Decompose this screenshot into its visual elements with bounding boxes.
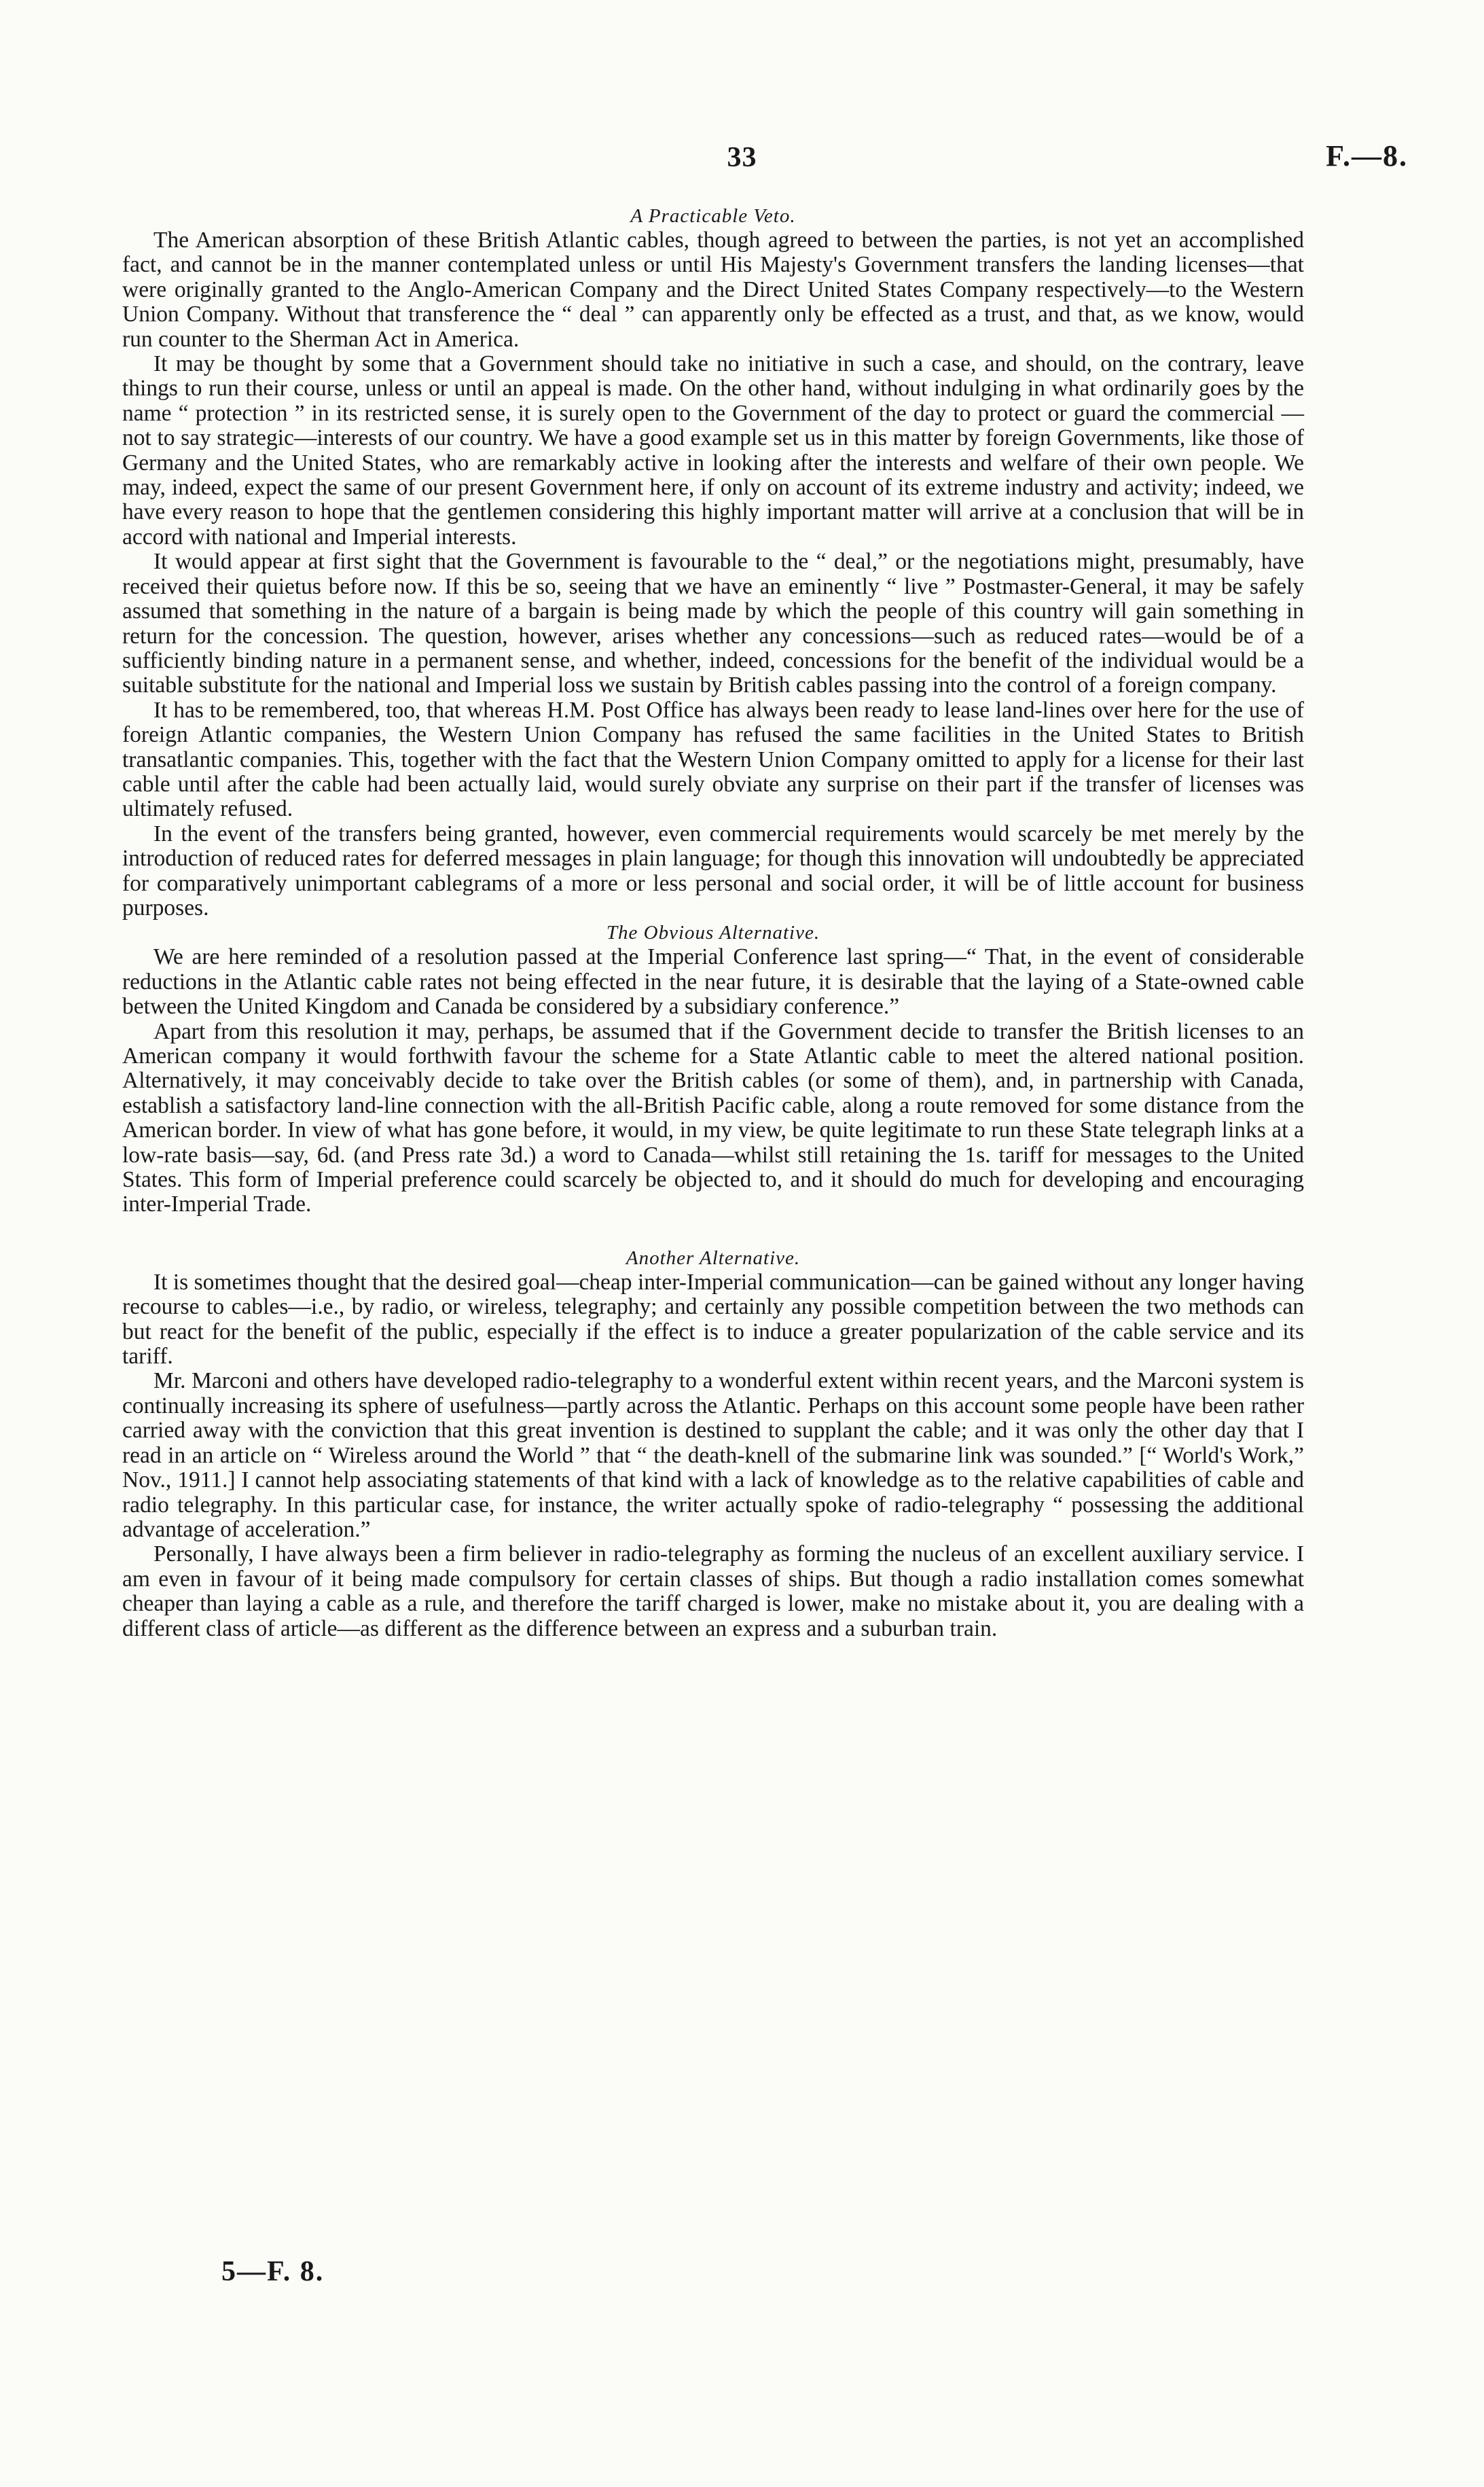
paragraph: It is sometimes thought that the desired goal—cheap inter-Imperial communication—can be gained without any longer having recourse to cables—i.e., by radio, or wireless, telegraphy; and certainly any possible competition between the two methods can but react for the benefit of the public, especially if the effect is to induce a greater popularization of the cable service and its tariff. (122, 1269, 1304, 1370)
paragraph: Mr. Marconi and others have developed radio-telegraphy to a wonderful extent within recent years, and the Marconi system is continually increasing its sphere of usefulness—partly across the Atlantic. Perhaps on this account some people have been rather carried away with the conviction that this great invention is destined to supplant the cable; and it was only the other day that I read in an article on “ Wireless around the World ” that “ the death-knell of the submarine link was sounded.” [“ World's Work,” Nov., 1911.] I cannot help associating statements of that kind with a lack of knowledge as to the relative capabilities of cable and radio telegraphy. In this particular case, for instance, the writer actually spoke of radio-telegraphy “ possessing the additional advantage of acceleration.” (122, 1368, 1304, 1542)
paragraph: We are here reminded of a resolution passed at the Imperial Conference last spring—“ That, in the event of considerable reductions in the Atlantic cable rates not being effected in the near future, it is desirable that the laying of a State-owned cable between the United Kingdom and Canada be considered by a subsidiary conference.” (122, 944, 1304, 1020)
paragraph: In the event of the transfers being granted, however, even commercial requirements would scarcely be met merely by the introduction of reduced rates for deferred messages in plain language; for though this innovation will undoubtedly be appreciated for comparatively unimportant cablegrams of a more or less personal and social order, it will be of little account for business purposes. (122, 821, 1304, 920)
page-number: 33 (727, 142, 757, 173)
section-heading-practicable-veto: A Practicable Veto. (630, 205, 796, 227)
printer-signature-mark: 5—F. 8. (221, 2256, 325, 2287)
paragraph: It would appear at first sight that the Government is favourable to the “ deal,” or the negotiations might, presumably, have received their quietus before now. If this be so, seeing that we have an eminently “ live ” Postmaster-General, it may be safely assumed that something in the nature of a bargain is being made by which the people of this country will gain something in return for the concession. The question, however, arises whether any concessions—such as reduced rates—would be of a sufficiently binding nature in a permanent sense, and whether, indeed, concessions for the benefit of the individual would be a suitable substitute for the national and Imperial loss we sustain by British cables passing into the control of a foreign company. (122, 549, 1304, 698)
document-body (122, 204, 1304, 1641)
paragraph: Apart from this resolution it may, perhaps, be assumed that if the Government decide to transfer the British licenses to an American company it would forthwith favour the scheme for a State Atlantic cable to meet the altered national position. Alternatively, it may conceivably decide to take over the British cables (or some of them), and, in partnership with Canada, establish a satisfactory land-line connection with the all-British Pacific cable, along a route removed for some distance from the American border. In view of what has gone before, it would, in my view, be quite legitimate to run these State telegraph links at a low-rate basis—say, 6d. (and Press rate 3d.) a word to Canada—whilst still retaining the 1s. tariff for messages to the United States. This form of Imperial preference could scarcely be objected to, and it should do much for developing and encouraging inter-Imperial Trade. (122, 1018, 1304, 1217)
document-reference: F.—8. (1326, 139, 1408, 173)
paragraph: Personally, I have always been a firm believer in radio-telegraphy as forming the nucleus of an excellent auxiliary service. I am even in favour of it being made compulsory for certain classes of ships. But though a radio installation comes somewhat cheaper than laying a cable as a rule, and therefore the tariff charged is lower, make no mistake about it, you are dealing with a different class of article—as different as the difference between an express and a suburban train. (122, 1541, 1304, 1641)
section-heading-obvious-alternative: The Obvious Alternative. (606, 922, 820, 944)
paragraph: The American absorption of these British Atlantic cables, though agreed to between the parties, is not yet an accomplished fact, and cannot be in the manner contemplated unless or until His Majesty's Government transfers the landing licenses—that were originally granted to the Anglo-American Company and the Direct United States Company respectively—to the Western Union Company. Without that transference the “ deal ” can apparently only be effected as a trust, and that, as we know, would run counter to the Sherman Act in America. (122, 228, 1304, 352)
section-heading-another-alternative: Another Alternative. (626, 1247, 801, 1269)
paragraph: It has to be remembered, too, that whereas H.M. Post Office has always been ready to lease land-lines over here for the use of foreign Atlantic companies, the Western Union Company has refused the same facilities in the United States to British transatlantic companies. This, together with the fact that the Western Union Company omitted to apply for a license for their last cable until after the cable had been actually laid, would surely obviate any surprise on their part if the transfer of licenses was ultimately refused. (122, 697, 1304, 822)
paragraph: It may be thought by some that a Government should take no initiative in such a case, and should, on the contrary, leave things to run their course, unless or until an appeal is made. On the other hand, without indulging in what ordinarily goes by the name “ protection ” in its restricted sense, it is surely open to the Government of the day to protect or guard the commercial —not to say strategic—interests of our country. We have a good example set us in this matter by foreign Governments, like those of Germany and the United States, who are remarkably active in looking after the interests and welfare of their own people. We may, indeed, expect the same of our present Government here, if only on account of its extreme industry and activity; indeed, we have every reason to hope that the gentlemen considering this highly important matter will arrive at a conclusion that will be in accord with national and Imperial interests. (122, 351, 1304, 550)
